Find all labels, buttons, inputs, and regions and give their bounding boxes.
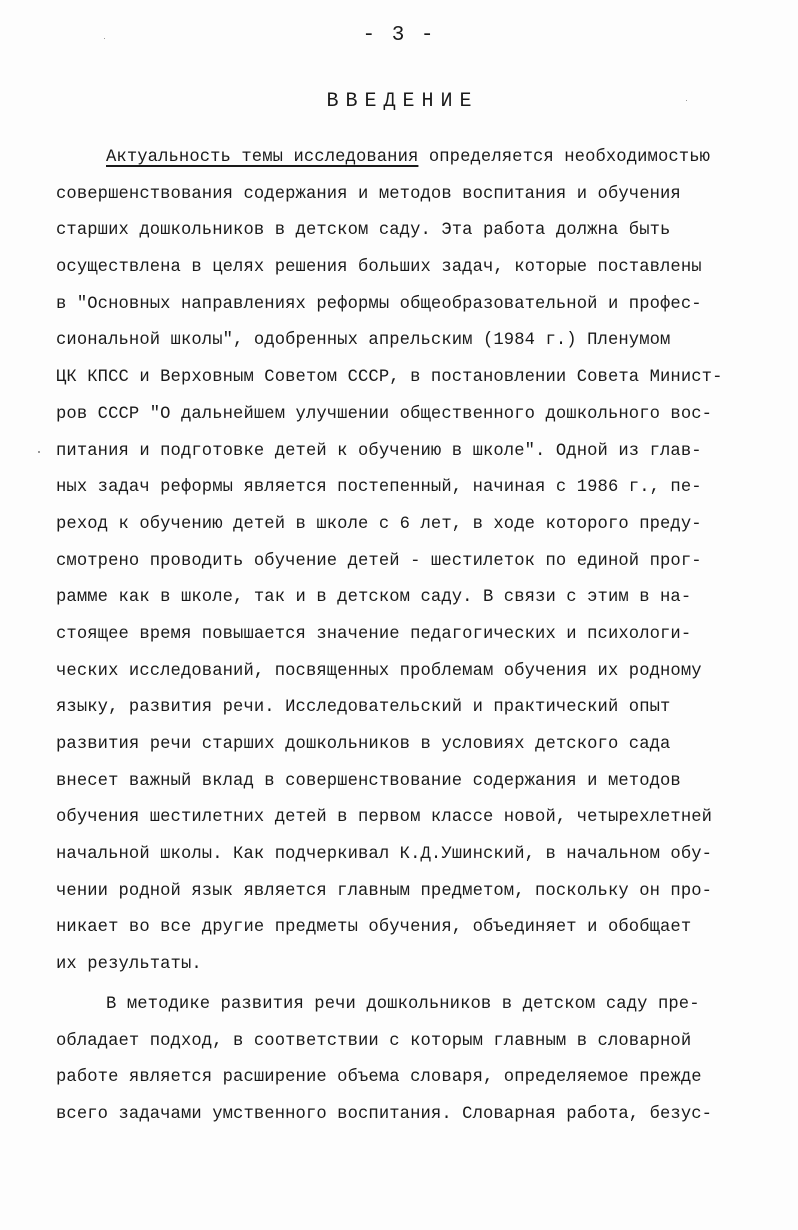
text-line: начальной школы. Как подчеркивал К.Д.Ушинский, в начальном обу- [56,845,713,865]
page-number: - 3 - [362,24,436,47]
text-line: их результаты. [56,955,202,975]
text-line: старших дошкольников в детском саду. Эта работа должна быть [56,221,671,241]
text-line: никает во все другие предметы обучения, объединяет и обобщает [56,918,692,938]
scan-speck [38,451,40,453]
text-line: чении родной язык является главным предметом, поскольку он про- [56,881,713,901]
text-line: сиональной школы", одобренных апрельским (1984 г.) Пленумом [56,331,671,351]
first-line-rest: определяется необходимостью [418,148,711,167]
text-line: внесет важный вклад в совершенствование содержания и методов [56,771,681,791]
text-line: обладает подход, в соответствии с которым главным в словарной [56,1031,692,1051]
text-line: питания и подготовке детей к обучению в школе". Одной из глав- [56,441,702,461]
underlined-phrase: Актуальность темы исследования [106,148,419,167]
text-line: реход к обучению детей в школе с 6 лет, в ходе которого преду- [56,514,702,534]
text-line: осуществлена в целях решения больших задач, которые поставлены [56,258,702,278]
scan-speck [686,100,687,101]
text-line: стоящее время повышается значение педагогических и психологи- [56,624,692,644]
text-line: развития речи старших дошкольников в условиях детского сада [56,735,671,754]
paragraph-1-first-line [56,140,756,177]
text-line: обучения шестилетних детей в первом классе новой, четырехлетней [56,808,713,828]
scan-speck [104,38,105,39]
text-line: всего задачами умственного воспитания. Словарная работа, безус- [56,1104,713,1124]
text-line: совершенствования содержания и методов воспитания и обучения [56,184,681,204]
text-line: работе является расширение объема словаря, определяемое прежде [56,1068,702,1088]
paragraph-1 [56,140,756,984]
text-line: ных задач реформы является постепенный, начиная с 1986 г., пе- [56,478,702,498]
paragraph-2 [56,987,756,1134]
body-text [56,140,756,1134]
text-line: ЦК КПСС и Верховным Советом СССР, в постановлении Совета Минист- [56,368,723,388]
text-line: ческих исследований, посвященных проблемам обучения их родному [56,661,702,681]
text-line: В методике развития речи дошкольников в детском саду пре- [106,994,700,1014]
text-line: рамме как в школе, так и в детском саду. В связи с этим в на- [56,588,692,608]
text-line: языку, развития речи. Исследовательский и практический опыт [56,698,671,718]
section-heading: ВВЕДЕНИЕ [326,90,479,113]
text-line: ров СССР "О дальнейшем улучшении общественного дошкольного вос- [56,404,713,424]
text-line: в "Основных направлениях реформы общеобразовательной и профес- [56,294,702,314]
text-line: смотрено проводить обучение детей - шестилеток по единой прог- [56,551,702,571]
